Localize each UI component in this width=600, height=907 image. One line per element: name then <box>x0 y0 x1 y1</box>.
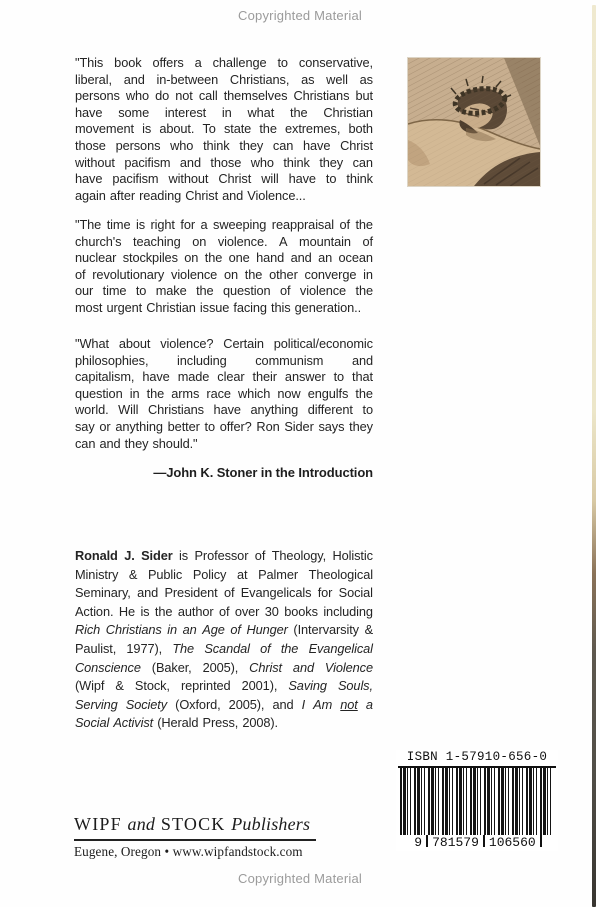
text-line: have some interest in what the Christian <box>75 104 373 120</box>
text-line: "This book offers a challenge to conservative, <box>75 55 373 70</box>
text-line: our time to make the question of violence the <box>75 283 373 299</box>
barcode-digit-group: 781579 <box>432 835 479 850</box>
publisher-location-url: Eugene, Oregon • www.wipfandstock.com <box>74 844 303 859</box>
text-line: movement is about. To state the extremes, both <box>75 121 373 137</box>
text-line: say or anything better to offer? Ron Sider says they <box>75 418 373 434</box>
text-line: Conscience (Baker, 2005), Christ and Violence <box>75 659 373 675</box>
text-line: Paulist, 1977), The Scandal of the Evangelical <box>75 640 373 656</box>
text-line: (Wipf & Stock, reprinted 2001), Saving Souls, <box>75 678 373 694</box>
publisher-block <box>74 814 316 860</box>
text-line: "The time is right for a sweeping reappraisal of the <box>75 217 373 232</box>
text-line: Ronald J. Sider is Professor of Theology, Holistic <box>75 548 373 563</box>
review-quote-paragraph-3 <box>75 336 373 452</box>
text-line: can and they should." <box>75 435 198 451</box>
copyrighted-material-top: Copyrighted Material <box>238 8 362 23</box>
text-line: world. Will Christians have anything different to <box>75 402 373 418</box>
copyrighted-material-bottom: Copyrighted Material <box>238 871 362 886</box>
author-bio <box>75 548 373 734</box>
text-line: Ministry & Public Policy at Palmer Theological <box>75 566 373 582</box>
barcode-digits <box>396 835 558 851</box>
text-line: question in the arms race which now engulfs the <box>75 385 373 401</box>
text-line: Rich Christians in an Age of Hunger (Intervarsity & <box>75 622 373 638</box>
christ-engraving-image <box>408 58 540 186</box>
quote-attribution: —John K. Stoner in the Introduction <box>153 465 373 480</box>
text-line: Social Activist (Herald Press, 2008). <box>75 715 278 731</box>
review-quote-paragraph-2 <box>75 217 373 317</box>
barcode-guard-bar <box>483 835 485 847</box>
isbn-barcode-block <box>396 750 558 851</box>
text-line: Seminary, and President of Evangelicals for Social <box>75 585 373 601</box>
text-line: Serving Society (Oxford, 2005), and I Am not a <box>75 696 373 712</box>
text-line: philosophies, including communism and <box>75 352 373 368</box>
text-line: have pacifism without Christ will have to think <box>75 171 373 187</box>
barcode-guard-bar <box>540 835 542 847</box>
text-line: without pacifism and those who think they can <box>75 154 373 170</box>
text-line: capitalism, have made clear their answer to that <box>75 369 373 385</box>
text-line: most urgent Christian issue facing this generation.. <box>75 299 362 315</box>
text-line: persons who do not call themselves Christians but <box>75 88 373 104</box>
barcode-bars <box>400 768 554 835</box>
text-line: again after reading Christ and Violence... <box>75 187 306 203</box>
barcode-digit-group: 9 <box>414 835 423 850</box>
text-line: "What about violence? Certain political/economic <box>75 336 373 351</box>
publisher-logo-text: WIPF and STOCK Publishers <box>74 814 316 841</box>
isbn-number-label: ISBN 1-57910-656-0 <box>406 750 548 764</box>
text-line: of revolutionary violence on the other converge in <box>75 266 373 282</box>
text-line: church's teaching on violence. A mountain of <box>75 233 373 249</box>
barcode-guard-bar <box>426 835 428 847</box>
text-line: Action. He is the author of over 30 books including <box>75 603 373 619</box>
book-page-edge <box>592 5 596 907</box>
review-quote-paragraph-1 <box>75 55 373 204</box>
text-line: nuclear stockpiles on the one hand and an ocean <box>75 250 373 266</box>
text-line: those persons who think they can have Christ <box>75 137 373 153</box>
barcode-digit-group: 106560 <box>488 835 536 850</box>
text-line: liberal, and in-between Christians, as well as <box>75 71 373 87</box>
